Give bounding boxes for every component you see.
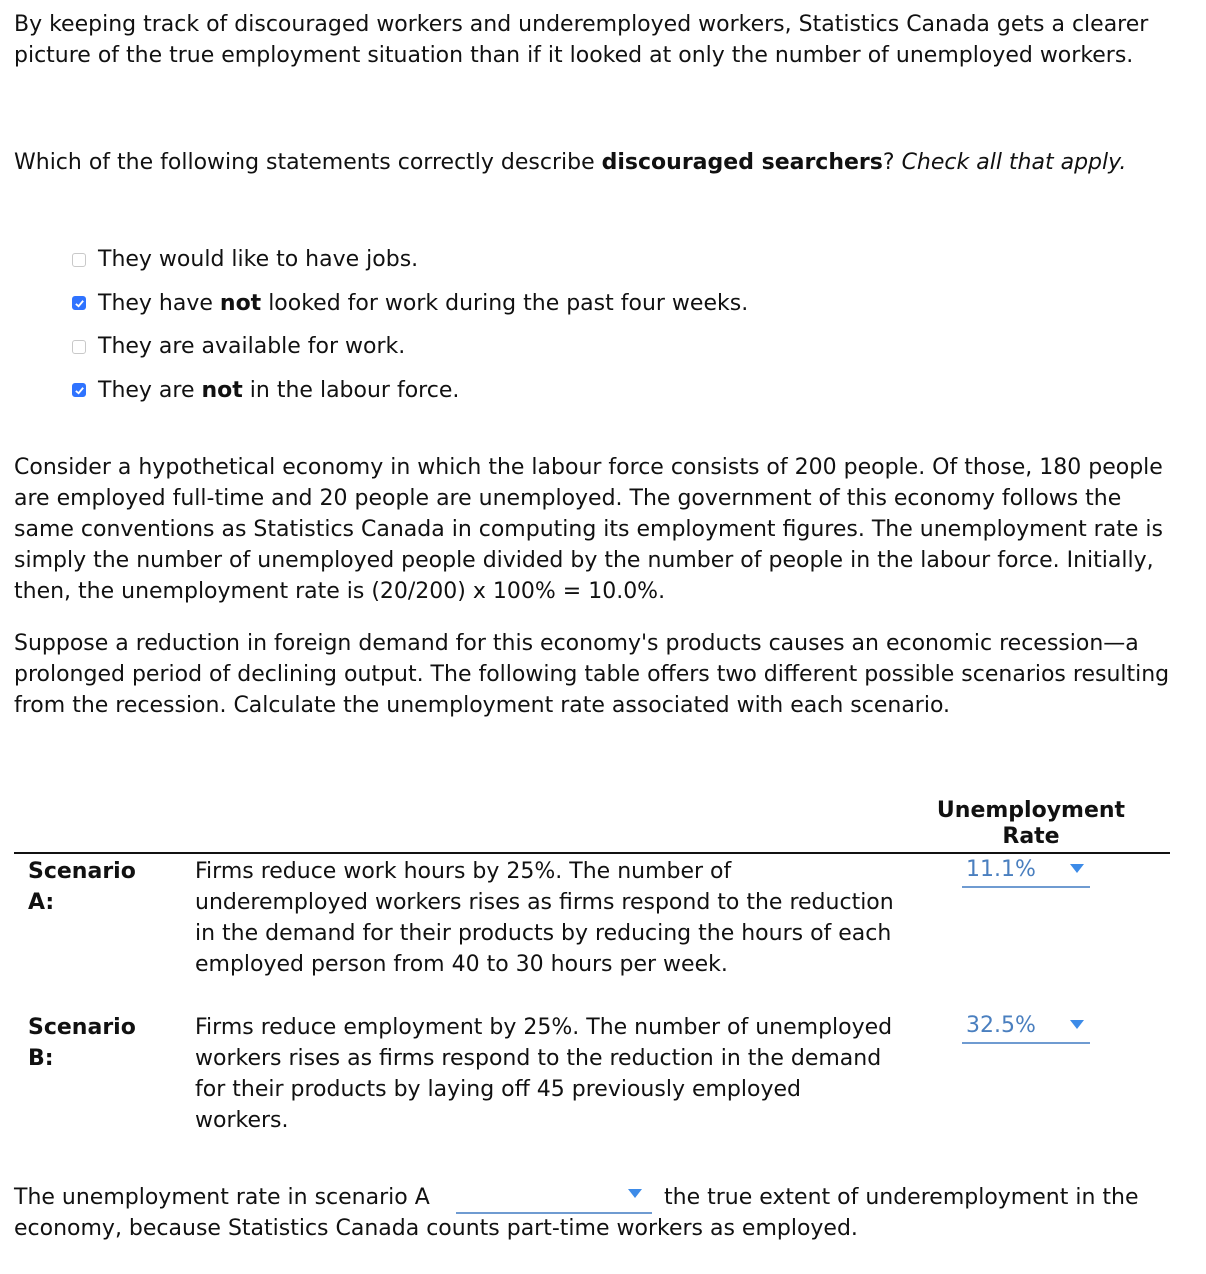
checkbox[interactable] (72, 340, 86, 354)
checkbox[interactable] (72, 296, 86, 310)
scenario-label-line: Scenario (28, 1015, 136, 1040)
conclusion-text-end: the true extent of underemployment in the (664, 1185, 1139, 1210)
option-label (98, 331, 405, 362)
option-text-end: looked for work during the past four weeks. (261, 290, 749, 316)
recession-paragraph: Suppose a reduction in foreign demand for this economy's products causes an economic recession—a prolonged period of declining output. The following table offers two different possible scenarios resulting from the recession. Calculate the unemployment rate associated with each scenario. (14, 631, 1170, 718)
option-row[interactable] (72, 369, 748, 413)
scenario-a-description: Firms reduce work hours by 25%. The number of underemployed workers rises as firms respond to the reduction in the demand for their products by reducing the hours of each employed person from 40 to 30 hours per week. (195, 859, 894, 977)
scenario-b-description: Firms reduce employment by 25%. The number of unemployed workers rises as firms respond to the reduction in the demand for their products by laying off 45 previously employed workers. (195, 1015, 893, 1133)
rate-column-header (920, 798, 1142, 850)
option-label (98, 375, 459, 406)
option-text: They are (98, 377, 202, 403)
option-row[interactable] (72, 325, 748, 369)
option-text-end: in the labour force. (242, 377, 460, 403)
scenario-b-label (28, 1012, 148, 1074)
option-text: They are available for work. (98, 334, 406, 360)
caret-down-icon (1070, 864, 1084, 873)
question-text (14, 147, 1184, 178)
scenario-label-line: B: (28, 1046, 54, 1071)
scenario-a-rate-value: 11.1% (966, 856, 1036, 882)
scenario-a-rate-dropdown[interactable] (962, 852, 1090, 888)
intro-paragraph: By keeping track of discouraged workers and underemployed workers, Statistics Canada gets a clearer picture of the true employment situation than if it looked at only the number of unemployed workers. (14, 12, 1149, 68)
question-prefix: Which of the following statements correctly describe (14, 150, 602, 175)
caret-down-icon (628, 1189, 642, 1198)
option-emphasis: not (201, 377, 243, 403)
option-label (98, 244, 418, 275)
checkmark-icon (74, 298, 85, 309)
question-suffix: ? (882, 150, 902, 175)
option-row[interactable] (72, 282, 748, 326)
question-emphasis: discouraged searchers (601, 150, 883, 175)
conclusion-dropdown[interactable] (456, 1180, 652, 1214)
option-emphasis: not (219, 290, 262, 316)
scenario-b-rate-value: 32.5% (966, 1012, 1036, 1038)
option-row[interactable] (72, 238, 748, 282)
option-text: They have (98, 290, 220, 316)
checkbox[interactable] (72, 383, 86, 397)
conclusion-line-2: economy, because Statistics Canada counts part-time workers as employed. (14, 1216, 858, 1241)
option-label (98, 288, 748, 319)
checkmark-icon (74, 385, 85, 396)
scenario-label-line: Scenario (28, 859, 136, 884)
scenario-setup-paragraph: Consider a hypothetical economy in which the labour force consists of 200 people. Of those, 180 people are employed full-time and 20 people are unemployed. The government of this economy follows the same conventions as Statistics Canada in computing its employment figures. The unemployment rate is simply the number of unemployed people divided by the number of people in the labour force. Initially, then, the unemployment rate is (20/200) x 100% = 10.0%. (14, 455, 1163, 604)
question-instruction: Check all that apply. (901, 150, 1127, 175)
rate-header-line: Rate (1002, 824, 1060, 849)
rate-header-line: Unemployment (936, 798, 1126, 823)
checkbox[interactable] (72, 253, 86, 267)
answer-options (72, 238, 748, 412)
scenario-label-line: A: (28, 890, 55, 915)
scenario-a-label (28, 856, 148, 918)
conclusion-text-start: The unemployment rate in scenario A (14, 1185, 430, 1210)
option-text: They would like to have jobs. (98, 247, 419, 273)
scenario-b-rate-dropdown[interactable] (962, 1008, 1090, 1044)
caret-down-icon (1070, 1020, 1084, 1029)
